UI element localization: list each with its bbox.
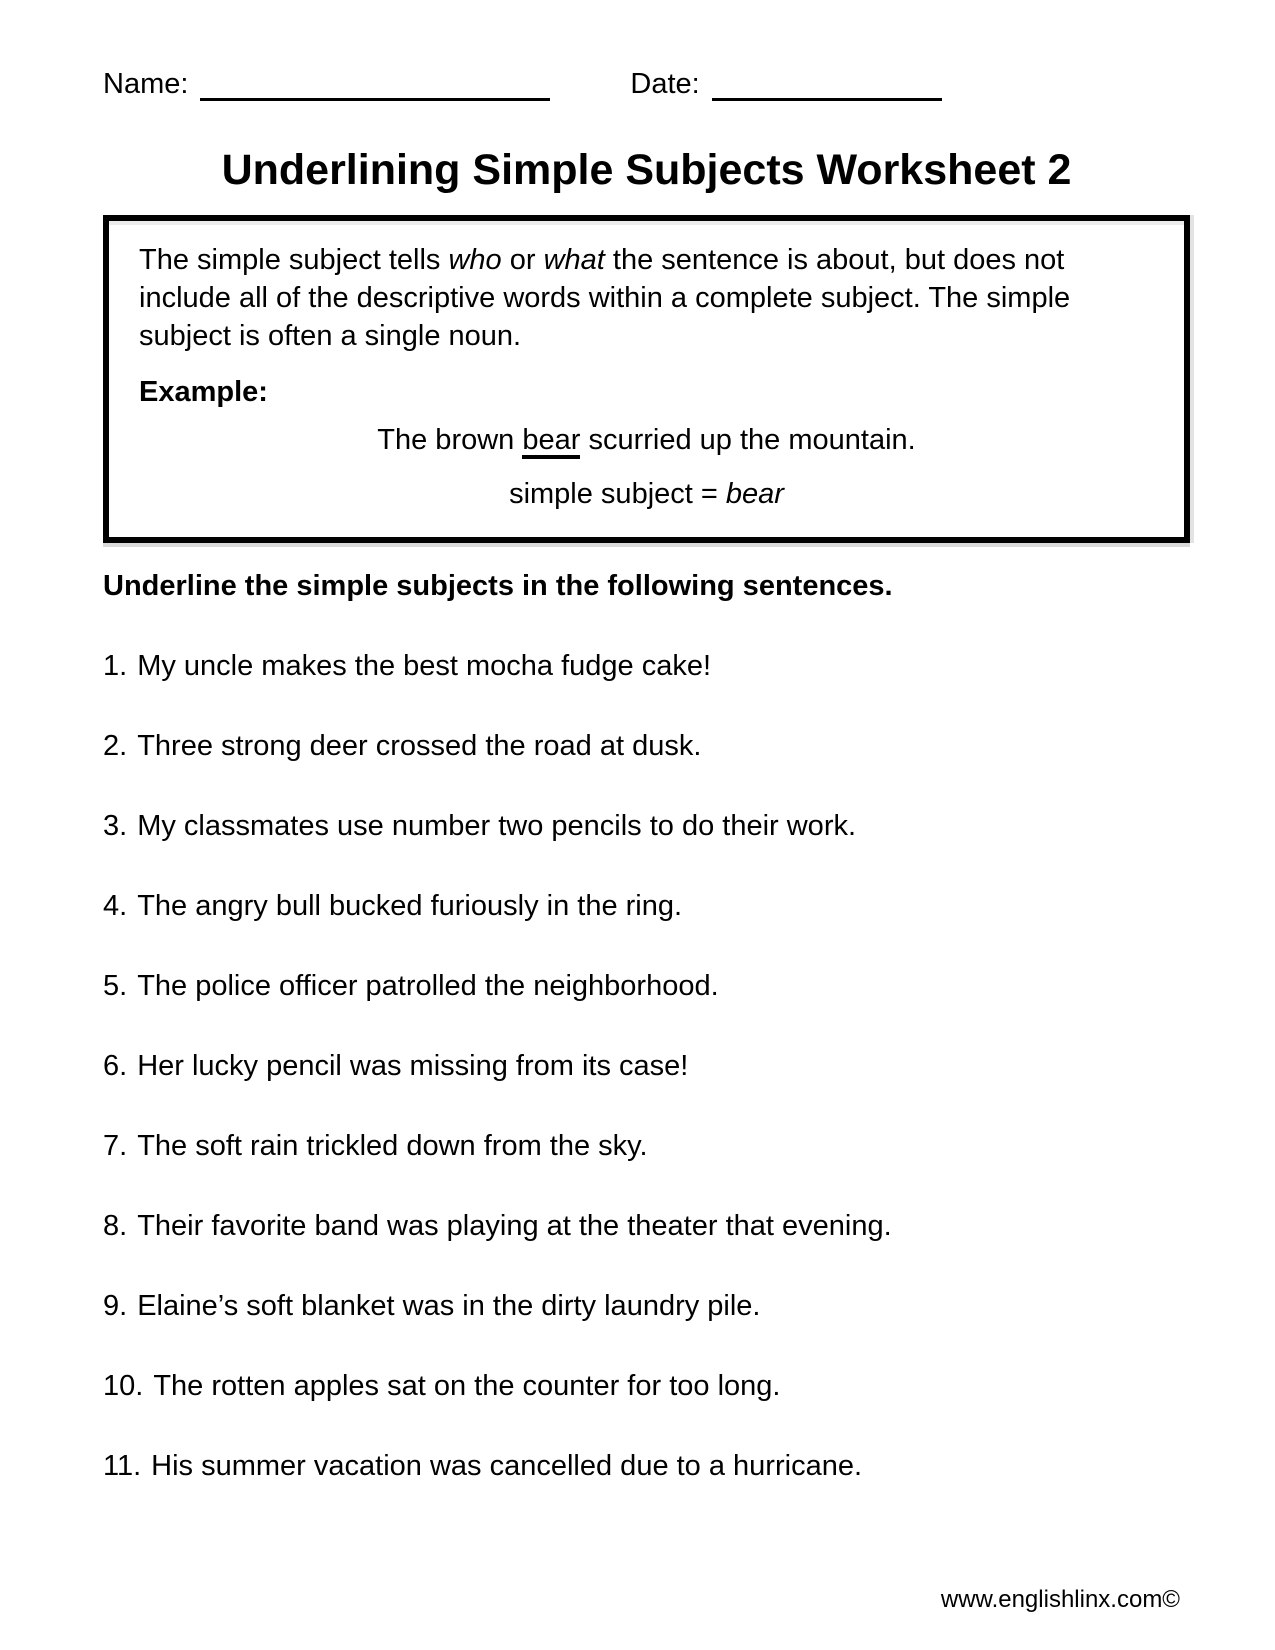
sentence-item — [103, 1129, 1190, 1163]
example-answer-pre: simple subject = — [509, 478, 726, 510]
instructions-text: Underline the simple subjects in the following sentences. — [103, 570, 893, 602]
sentence-number: 8. — [103, 1210, 128, 1242]
sentence-number: 4. — [103, 890, 128, 922]
sentence-text: Three strong deer crossed the road at dusk. — [137, 730, 702, 762]
example-sentence-pre: The brown — [377, 424, 523, 456]
name-field — [103, 68, 550, 101]
sentence-item — [103, 1209, 1190, 1243]
example-sentence — [139, 421, 1154, 459]
sentence-number: 11. — [103, 1450, 142, 1482]
sentence-text: His summer vacation was cancelled due to a hurricane. — [151, 1450, 863, 1482]
sentence-number: 5. — [103, 970, 128, 1002]
sentence-item — [103, 809, 1190, 843]
sentence-text: Their favorite band was playing at the theater that evening. — [137, 1210, 892, 1242]
sentence-item — [103, 969, 1190, 1003]
definition-part3: the sentence is about, but does not include all of the descriptive words within a complete subject. The simple subject is often a single noun. — [139, 244, 1071, 352]
sentence-text: My classmates use number two pencils to do their work. — [137, 810, 857, 842]
sentence-number: 3. — [103, 810, 128, 842]
sentence-item — [103, 1449, 1190, 1483]
footer-site-credit: www.englishlinx.com© — [940, 1586, 1180, 1613]
definition-part1: The simple subject tells — [139, 244, 449, 276]
sentence-item — [103, 1289, 1190, 1323]
sentence-text: The rotten apples sat on the counter for too long. — [153, 1370, 781, 1402]
date-blank-line — [712, 70, 942, 101]
example-underlined-word: bear — [522, 425, 580, 459]
example-answer — [139, 475, 1154, 513]
sentence-text: The police officer patrolled the neighborhood. — [137, 970, 719, 1002]
sentence-text: Her lucky pencil was missing from its case! — [137, 1050, 689, 1082]
header-row — [103, 68, 1190, 101]
sentence-text: My uncle makes the best mocha fudge cake! — [137, 650, 712, 682]
sentence-text: The soft rain trickled down from the sky. — [137, 1130, 648, 1162]
sentence-item — [103, 1369, 1190, 1403]
sentence-number: 1. — [103, 650, 128, 682]
definition-what-italic: what — [543, 244, 605, 276]
sentence-number: 2. — [103, 730, 128, 762]
sentence-text: The angry bull bucked furiously in the ring. — [137, 890, 683, 922]
sentence-number: 7. — [103, 1130, 128, 1162]
sentence-number: 9. — [103, 1290, 128, 1322]
example-sentence-post: scurried up the mountain. — [580, 424, 916, 456]
name-label: Name: — [103, 68, 189, 100]
sentence-number: 6. — [103, 1050, 128, 1082]
sentence-item — [103, 649, 1190, 683]
definition-part2: or — [501, 244, 544, 276]
example-label: Example: — [139, 376, 268, 408]
sentence-list — [103, 649, 1190, 1483]
date-field — [630, 68, 941, 101]
sentence-text: Elaine’s soft blanket was in the dirty laundry pile. — [137, 1290, 761, 1322]
sentence-number: 10. — [103, 1370, 144, 1402]
definition-who-italic: who — [448, 244, 502, 276]
sentence-item — [103, 889, 1190, 923]
date-label: Date: — [630, 68, 700, 100]
sentence-item — [103, 1049, 1190, 1083]
sentence-item — [103, 729, 1190, 763]
definition-text — [139, 241, 1099, 355]
page-title: Underlining Simple Subjects Worksheet 2 — [221, 146, 1072, 194]
example-answer-word: bear — [725, 478, 784, 510]
name-blank-line — [200, 70, 550, 101]
definition-box — [103, 215, 1190, 543]
